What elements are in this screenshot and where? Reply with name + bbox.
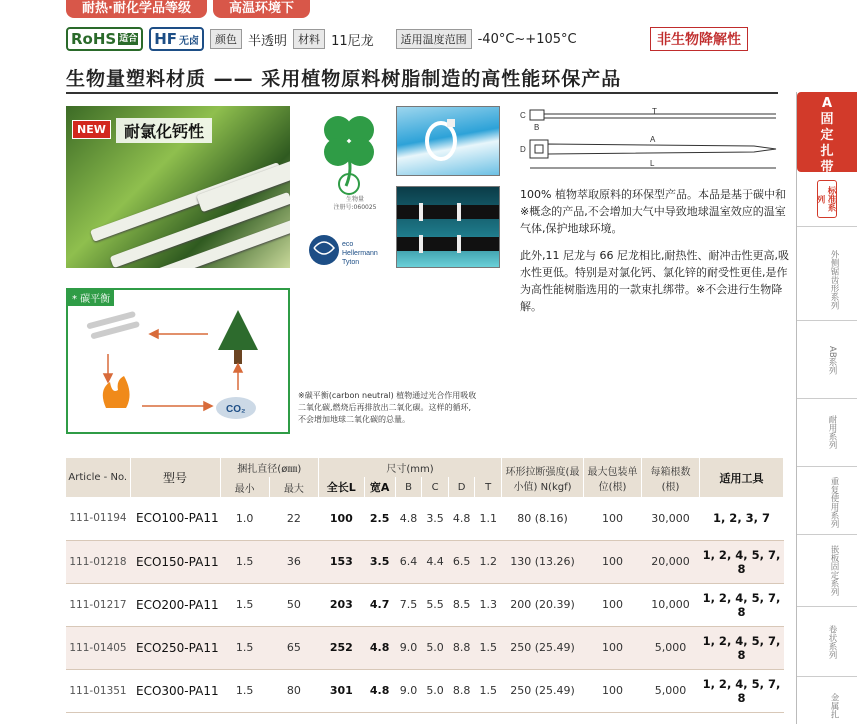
cell-dim-C: 5.0 (422, 626, 449, 669)
table-row (66, 669, 784, 712)
sidebar-item-ab[interactable]: AB系列 (827, 345, 837, 375)
carbon-cycle-diagram (66, 288, 290, 434)
cell-box-qty: 30,000 (642, 497, 700, 540)
cell-pack-unit: 100 (584, 497, 642, 540)
cell-dim-T: 1.5 (475, 669, 502, 712)
cell-tensile-strength: 130 (13.26) (502, 540, 584, 583)
title-divider (66, 92, 778, 94)
cell-dim-T: 1.2 (475, 540, 502, 583)
svg-text:eco: eco (342, 241, 354, 248)
cell-bundle-max: 50 (269, 583, 318, 626)
cell-pack-unit: 100 (584, 540, 642, 583)
col-T: T (475, 477, 502, 497)
cell-width-A: 4.8 (364, 669, 395, 712)
material-value: 11尼龙 (331, 33, 374, 49)
cell-width-A: 4.7 (364, 583, 395, 626)
banner-tab-2: 高温环境下 (213, 0, 310, 18)
top-banner (66, 0, 310, 18)
eco-hellermann-logo (306, 226, 386, 270)
spec-row (66, 26, 577, 52)
cell-dim-B: 9.0 (395, 669, 422, 712)
cell-dim-B: 9.0 (395, 626, 422, 669)
cell-dim-D: 8.5 (448, 583, 475, 626)
cell-tools: 1, 2, 4, 5, 7, 8 (700, 583, 784, 626)
halogen-free-badge: HF 无卤 (149, 27, 204, 51)
material-label: 材料 (293, 29, 325, 49)
cell-bundle-max: 80 (269, 669, 318, 712)
col-L: 全长L (319, 477, 365, 497)
cell-model: ECO150-PA11 (130, 540, 220, 583)
cell-width-A: 3.5 (364, 540, 395, 583)
sidebar-item-roll[interactable]: 卷状系列 (827, 625, 837, 659)
sidebar-item-metal[interactable]: 金属扎 (829, 693, 839, 719)
clover-caption: 生物量 注册号:060025 (333, 196, 377, 211)
table-row (66, 497, 784, 540)
description-paragraph-2: 此外,11 尼龙与 66 尼龙相比,耐热性、耐冲击性更高,吸水性更低。特别是对氯化钙、氯化锌的耐受性更佳,是作为高性能树脂选用的一款束扎绑带。※不会进行生物降解。 (520, 249, 789, 313)
hero-title: 耐氯化钙性 (116, 118, 212, 143)
cell-model: ECO250-PA11 (130, 626, 220, 669)
table-row (66, 626, 784, 669)
cable-ties-icon (86, 311, 140, 340)
cell-dim-B: 7.5 (395, 583, 422, 626)
cell-bundle-min: 1.5 (220, 583, 269, 626)
col-A: 宽A (364, 477, 395, 497)
cell-model: ECO200-PA11 (130, 583, 220, 626)
svg-text:A: A (650, 135, 656, 144)
cell-tensile-strength: 200 (20.39) (502, 583, 584, 626)
cell-dim-T: 1.5 (475, 626, 502, 669)
svg-text:L: L (650, 159, 655, 168)
cell-dim-C: 5.5 (422, 583, 449, 626)
cell-bundle-max: 65 (269, 626, 318, 669)
table-row (66, 583, 784, 626)
cell-tensile-strength: 80 (8.16) (502, 497, 584, 540)
page-title: 生物量塑料材质 —— 采用植物原料树脂制造的高性能环保产品 (66, 68, 622, 90)
description-paragraph-1: 100% 植物萃取原料的环保型产品。本品是基于碳中和※概念的产品,不会增加大气中导致地球温室效应的温室气体,保护地球环境。 (520, 188, 786, 235)
cell-length-L: 203 (319, 583, 365, 626)
cell-model: ECO300-PA11 (130, 669, 220, 712)
cell-dim-C: 5.0 (422, 669, 449, 712)
product-photo (66, 106, 290, 268)
cable-tie-dimension-diagram (514, 104, 786, 176)
cell-tensile-strength: 250 (25.49) (502, 669, 584, 712)
cell-dim-D: 6.5 (448, 540, 475, 583)
cell-article-no: 111-01218 (66, 540, 130, 583)
cell-bundle-min: 1.5 (220, 540, 269, 583)
cell-length-L: 100 (319, 497, 365, 540)
cell-width-A: 4.8 (364, 626, 395, 669)
cell-article-no: 111-01405 (66, 626, 130, 669)
carbon-neutral-note: ※碳平衡(carbon neutral) 植物通过光合作用吸收二氧化碳,燃烧后再排放出二氧化碳。这样的循环,不会增加地球二氧化碳的总量。 (298, 391, 477, 424)
cell-bundle-min: 1.5 (220, 669, 269, 712)
tree-icon (218, 310, 258, 364)
col-box: 每箱根数(根) (642, 458, 700, 497)
col-D: D (448, 477, 475, 497)
sidebar-item-durable[interactable]: 耐用系列 (827, 415, 837, 449)
cell-article-no: 111-01351 (66, 669, 130, 712)
svg-text:D: D (520, 145, 526, 154)
svg-text:B: B (534, 123, 540, 132)
cell-bundle-max: 36 (269, 540, 318, 583)
cell-pack-unit: 100 (584, 626, 642, 669)
cell-article-no: 111-01217 (66, 583, 130, 626)
cell-length-L: 153 (319, 540, 365, 583)
cell-length-L: 301 (319, 669, 365, 712)
spec-table (66, 458, 784, 713)
cell-length-L: 252 (319, 626, 365, 669)
cell-tools: 1, 2, 4, 5, 7, 8 (700, 626, 784, 669)
cell-tensile-strength: 250 (25.49) (502, 626, 584, 669)
cell-bundle-min: 1.0 (220, 497, 269, 540)
color-value: 半透明 (248, 33, 288, 49)
svg-text:CO₂: CO₂ (226, 404, 246, 415)
cell-tools: 1, 2, 3, 7 (700, 497, 784, 540)
sidebar-item-panel[interactable]: 嵌板固定系列 (829, 544, 839, 596)
col-article: Article - No. (66, 458, 130, 497)
cell-bundle-max: 22 (269, 497, 318, 540)
cell-box-qty: 10,000 (642, 583, 700, 626)
col-bundle: 捆扎直径(ø㎜) (220, 458, 319, 477)
svg-text:Tyton: Tyton (342, 259, 360, 266)
cell-width-A: 2.5 (364, 497, 395, 540)
carbon-cycle-label: * 碳平衡 (68, 289, 114, 306)
col-pack: 最大包装单位(根) (584, 458, 642, 497)
banner-tab-1: 耐热·耐化学品等级 (66, 0, 207, 18)
cell-dim-D: 8.8 (448, 626, 475, 669)
cell-model: ECO100-PA11 (130, 497, 220, 540)
color-label: 颜色 (210, 29, 242, 49)
cell-box-qty: 20,000 (642, 540, 700, 583)
svg-text:C: C (520, 111, 526, 120)
col-min: 最小 (220, 477, 269, 497)
cell-dim-C: 3.5 (422, 497, 449, 540)
cell-tools: 1, 2, 4, 5, 7, 8 (700, 669, 784, 712)
temp-value: -40°C~+105°C (477, 31, 577, 47)
cell-dim-B: 6.4 (395, 540, 422, 583)
svg-text:T: T (652, 107, 657, 116)
application-photo-cable (396, 186, 500, 268)
temp-label: 适用温度范围 (396, 29, 472, 49)
col-tensile: 环形拉断强度(最小值) N(kgf) (502, 458, 584, 497)
col-model: 型号 (130, 458, 220, 497)
rohs-badge: RoHS 适合 (66, 27, 143, 51)
cell-dim-D: 8.8 (448, 669, 475, 712)
sidebar-active-category[interactable]: A 固定扎带 (797, 92, 857, 172)
cell-box-qty: 5,000 (642, 626, 700, 669)
col-C: C (422, 477, 449, 497)
category-sidebar (796, 92, 860, 724)
col-dims: 尺寸(mm) (319, 458, 502, 477)
table-row (66, 540, 784, 583)
cell-article-no: 111-01194 (66, 497, 130, 540)
cell-tools: 1, 2, 4, 5, 7, 8 (700, 540, 784, 583)
sidebar-item-outer-serrated[interactable]: 外侧锯齿形系列 (829, 250, 839, 310)
sidebar-item-standard[interactable]: 标准系列 (817, 180, 837, 218)
cell-pack-unit: 100 (584, 583, 642, 626)
product-description (520, 186, 790, 325)
non-biodegradable-badge: 非生物降解性 (650, 27, 748, 51)
cell-dim-D: 4.8 (448, 497, 475, 540)
cell-dim-B: 4.8 (395, 497, 422, 540)
application-photo-pipe (396, 106, 500, 176)
cell-box-qty: 5,000 (642, 669, 700, 712)
new-badge: NEW (72, 120, 111, 139)
cell-pack-unit: 100 (584, 669, 642, 712)
svg-text:Hellermann: Hellermann (342, 250, 378, 257)
col-B: B (395, 477, 422, 497)
cell-dim-T: 1.3 (475, 583, 502, 626)
col-max: 最大 (269, 477, 318, 497)
cell-dim-T: 1.1 (475, 497, 502, 540)
col-tools: 适用工具 (700, 458, 784, 497)
cell-dim-C: 4.4 (422, 540, 449, 583)
sidebar-item-reusable[interactable]: 重复使用系列 (829, 476, 839, 528)
cell-bundle-min: 1.5 (220, 626, 269, 669)
